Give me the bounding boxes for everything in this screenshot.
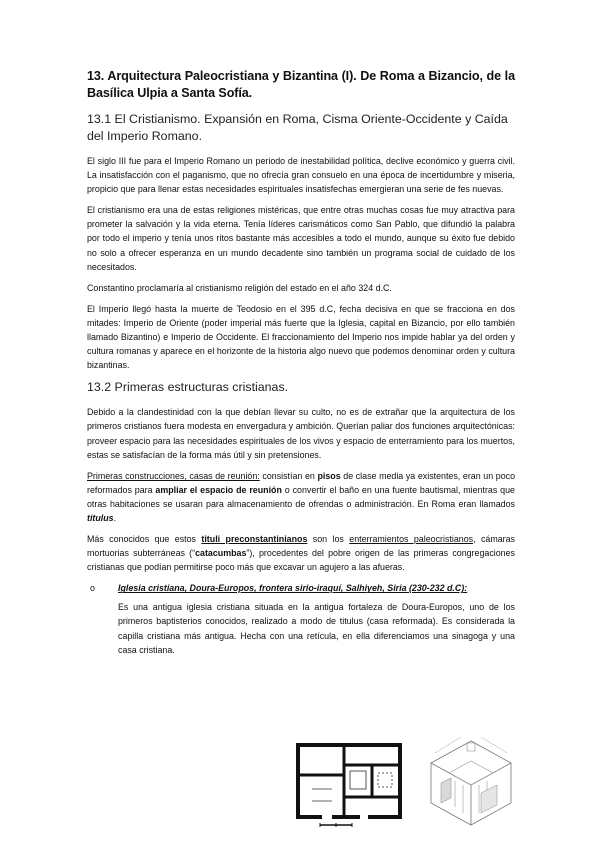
list-item bbox=[87, 581, 515, 595]
floor-plan-image bbox=[292, 741, 412, 829]
term-ampliar: ampliar el espacio de reunión bbox=[155, 484, 282, 495]
document-content bbox=[87, 68, 515, 664]
term-enterramientos: enterramientos paleocristianos bbox=[349, 534, 474, 545]
paragraph-enterramientos: Más conocidos que estos tituli preconstantinianos son los enterramientos paleocristianos, cámaras mortuorias subterráneas (“catacumbas”), procedentes del pobre origen de las primeras congregaciones cristianas que podían permitirse poco más que excavar un agujero a las afueras. bbox=[87, 534, 515, 573]
paragraph-casas-de-reunion: Primeras construcciones, casas de reunión: consistían en pisos de clase media ya existentes, eran un poco reformados para ampliar el espacio de reunión o convertir el baño en una fuente bautismal, mientras que otras habitaciones se usaran para almacenamiento de ofrendas o administración. En Roma eran llamados titulus. bbox=[87, 470, 515, 523]
paragraph: Debido a la clandestinidad con la que debían llevar su culto, no es de extrañar que la arquitectura de los primeros cristianos fuera modesta en envergadura y ambición. Querían paliar dos funciones arquitectónicas: proveer espacio para las necesidades espirituales de los vivos y espacio de enterramiento para los muertos, estas se satisfacían de la forma más útil y sin pretensiones. bbox=[87, 407, 515, 460]
section-heading-13-1: 13.1 El Cristianismo. Expansión en Roma, Cisma Oriente-Occidente y Caída del Imperio Romano. bbox=[87, 112, 508, 143]
term-casas-de-reunion: Primeras construcciones, casas de reunión: bbox=[87, 470, 260, 481]
bullet-marker: o bbox=[90, 583, 95, 594]
axonometric-sketch-image bbox=[421, 723, 517, 831]
paragraph: Constantino proclamaría al cristianismo religión del estado en el año 324 d.C. bbox=[87, 282, 392, 293]
term-catacumbas: catacumbas bbox=[195, 548, 247, 559]
page-title: 13. Arquitectura Paleocristiana y Bizantina (I). De Roma a Bizancio, de la Basílica Ulpia a Santa Sofía. bbox=[87, 69, 515, 100]
bullet-heading: Iglesia cristiana, Doura-Europos, frontera sirio-iraquí, Salhiyeh, Siria (230-232 d.C): bbox=[118, 583, 468, 594]
paragraph: Es una antigua iglesia cristiana situada en la antigua fortaleza de Doura-Europos, uno de los primeros baptisterios conocidos, realizado a modo de titulus (casa reformada). Es considerada la capilla cristiana más antigua. Hecha con una retícula, en ella diferenciamos una sinagoga y una casa cristiana. bbox=[118, 602, 515, 655]
section-heading-13-2: 13.2 Primeras estructuras cristianas. bbox=[87, 380, 289, 395]
term-pisos: pisos bbox=[317, 470, 341, 481]
term-titulus: titulus bbox=[87, 512, 114, 523]
paragraph: El cristianismo era una de estas religiones mistéricas, que entre otras muchas cosas fue muy atractiva para prometer la salvación y la vida eterna. Tenía líderes carismáticos como San Pablo, que difundió la palabra por todo el imperio y tenía unos ritos bastante más accesibles a todo el mundo, aunque su éxito fue debido no solo a ofrecer esperanza en un mundo decadente sino también un programa social de cuidado de los necesitados. bbox=[87, 205, 515, 272]
term-tituli: tituli preconstantinianos bbox=[201, 534, 308, 545]
paragraph: El siglo III fue para el Imperio Romano un periodo de inestabilidad política, declive económico y guerra civil. La insatisfacción con el paganismo, que no ofrecía gran consuelo en una época de incertidumbre y miseria, propicio que para llenar estas necesidades espirituales insatisfechas emergieran una serie de fes nuevas. bbox=[87, 156, 515, 195]
paragraph: El Imperio llegó hasta la muerte de Teodosio en el 395 d.C, fecha decisiva en que se fracciona en dos mitades: Imperio de Oriente (poder imperial más fuerte que la Iglesia, capital en Bizancio, por ello también llamado Bizantino) e Imperio de Occidente. El fraccionamiento del Imperio nos impide hablar ya del orden y cultura romanas y aparece en el horizonte de la historia algo nuevo que podemos denominar orden y cultura bizantinas. bbox=[87, 303, 515, 371]
